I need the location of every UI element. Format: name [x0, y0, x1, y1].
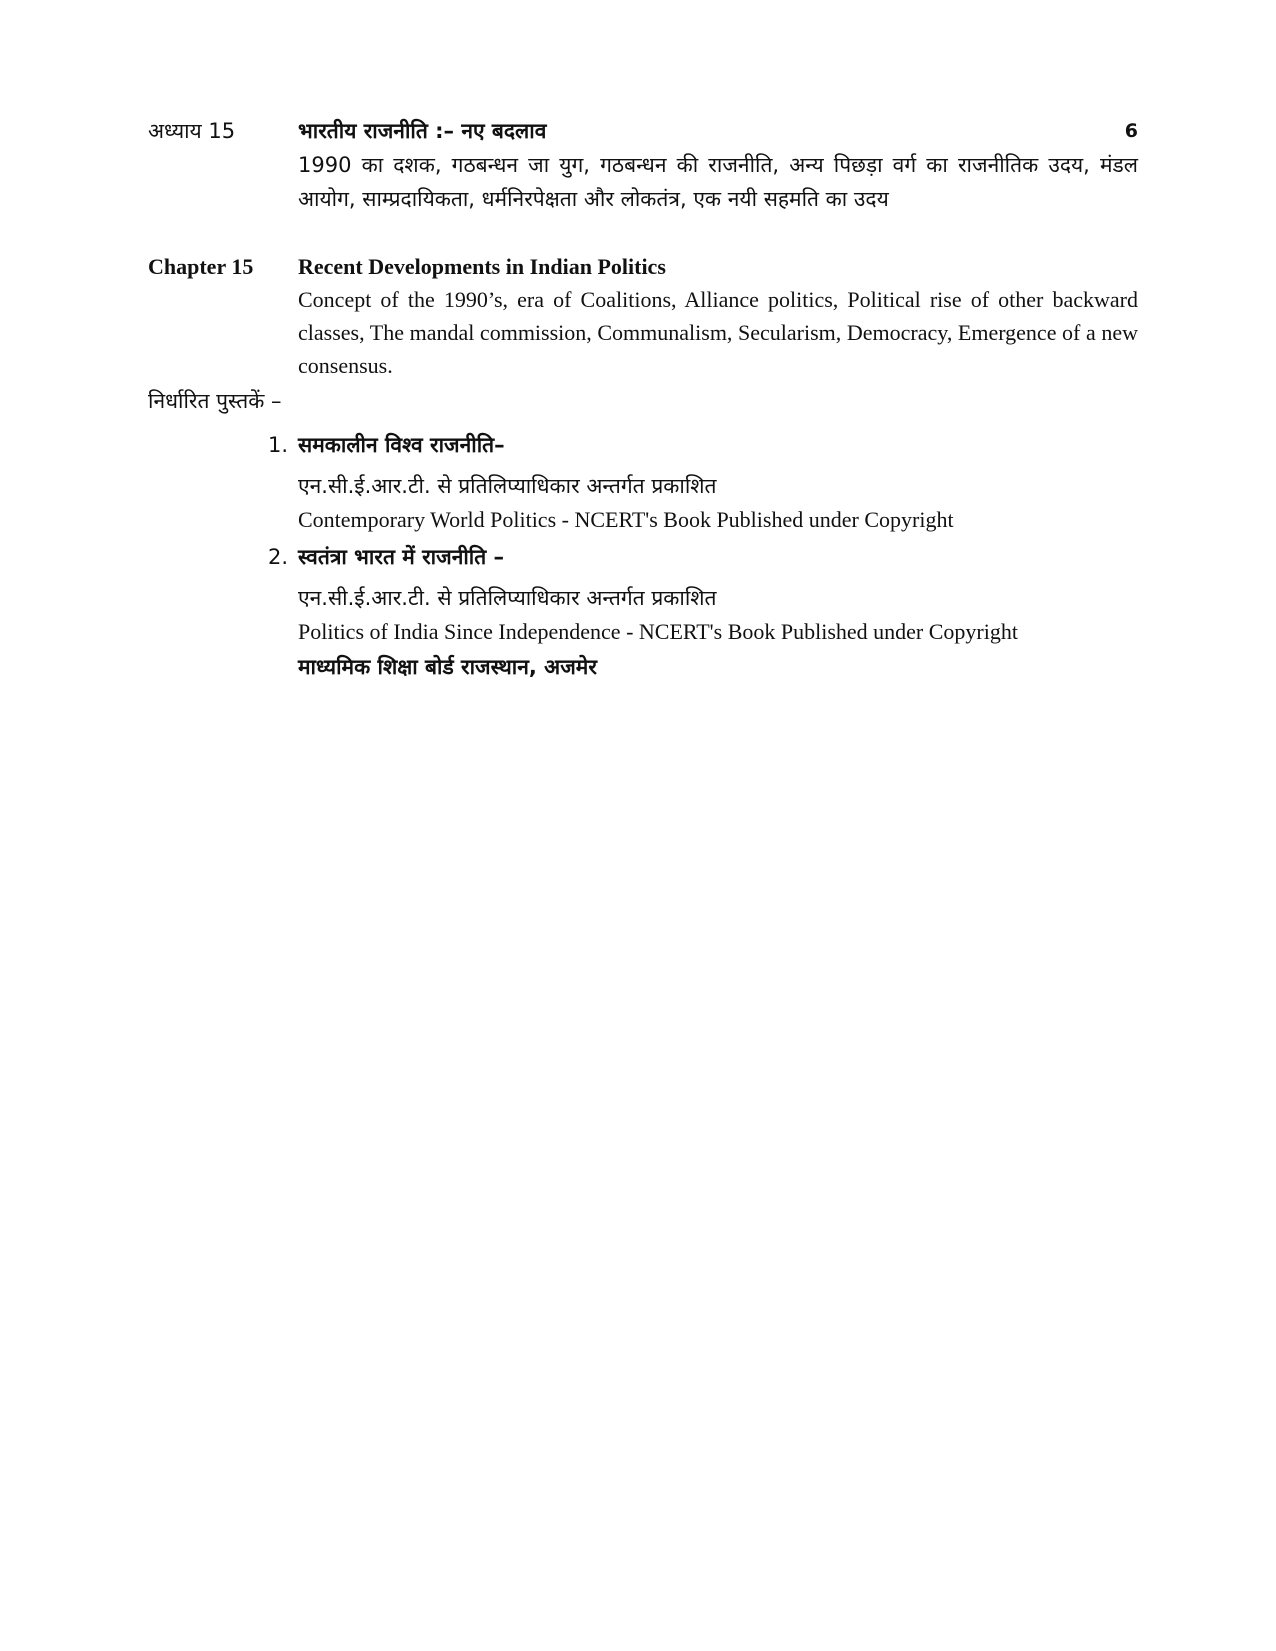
book-2-number: 2. — [268, 545, 289, 569]
chapter-english-label: Chapter 15 — [148, 254, 254, 279]
board-name: माध्यमिक शिक्षा बोर्ड राजस्थान, अजमेर — [298, 655, 597, 679]
book-2-publisher-hindi: एन.सी.ई.आर.टी. से प्रतिलिप्याधिकार अन्तर्गत प्रकाशित — [298, 586, 717, 610]
book-2-title: स्वतंत्रा भारत में राजनीति – — [298, 545, 505, 569]
page-number: 6 — [1124, 120, 1138, 142]
chapter-english-block — [148, 250, 1138, 380]
chapter-english-description: Concept of the 1990’s, era of Coalitions, Alliance politics, Political rise of other backward classes, The mandal commission, Communalism, Secularism, Democracy, Emergence of a new consensus. — [298, 287, 1138, 378]
chapter-hindi-block — [148, 114, 1138, 244]
book-1-number: 1. — [268, 433, 289, 457]
prescribed-books-heading: निर्धारित पुस्तकें – — [148, 389, 282, 413]
book-1-publisher-hindi: एन.सी.ई.आर.टी. से प्रतिलिप्याधिकार अन्तर्गत प्रकाशित — [298, 474, 717, 498]
chapter-hindi-label: अध्याय 15 — [148, 119, 236, 143]
chapter-hindi-description: 1990 का दशक, गठबन्धन जा युग, गठबन्धन की राजनीति, अन्य पिछड़ा वर्ग का राजनीतिक उदय, मंडल आयोग, साम्प्रदायिकता, धर्मनिरपेक्षता और लोकतंत्र, एक नयी सहमति का उदय — [298, 153, 1138, 211]
book-2-publisher-english: Politics of India Since Independence - NCERT's Book Published under Copyright — [298, 619, 1018, 644]
book-1-publisher-english: Contemporary World Politics - NCERT's Book Published under Copyright — [298, 507, 954, 532]
book-1-title: समकालीन विश्व राजनीति– — [298, 433, 505, 457]
chapter-hindi-title: भारतीय राजनीति :– नए बदलाव — [298, 119, 547, 143]
chapter-english-title: Recent Developments in Indian Politics — [298, 254, 666, 279]
